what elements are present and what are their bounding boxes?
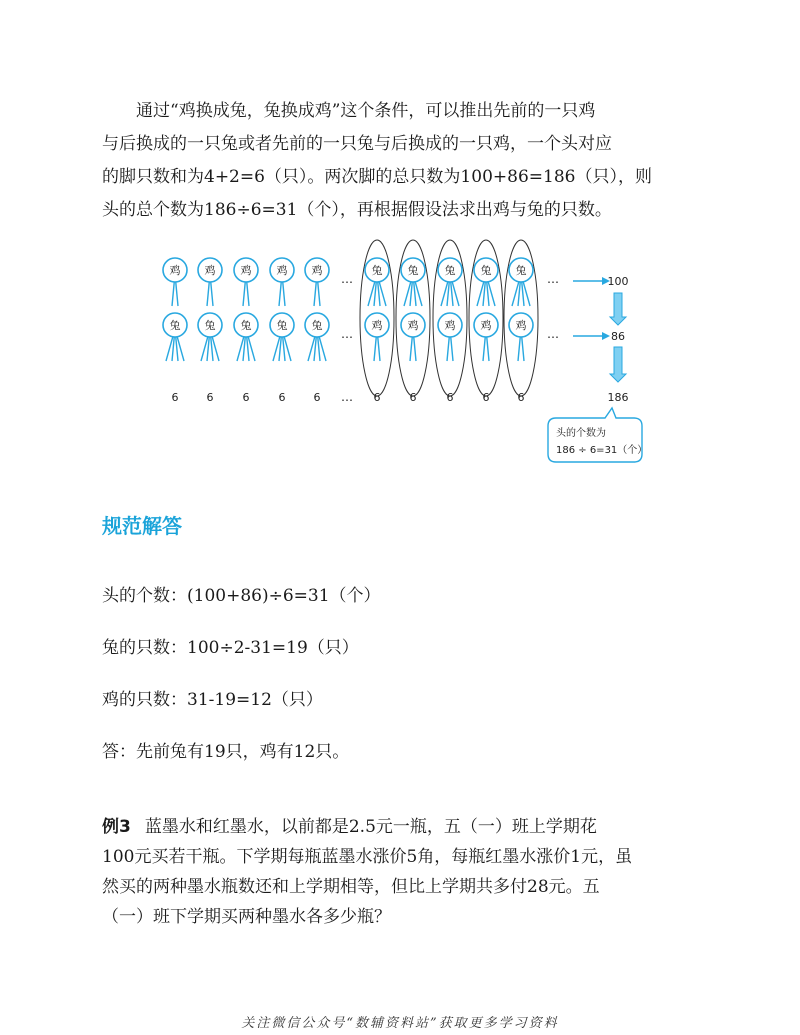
intro-line: 与后换成的一只兔或者先前的一只兔与后换成的一只鸡，一个头对应	[102, 134, 612, 154]
chicken-head-label: 鸡	[444, 319, 456, 332]
chicken-head-label: 鸡	[311, 264, 323, 277]
six-label: 6	[446, 391, 454, 404]
total-top-label: 100	[607, 275, 629, 288]
total-flow	[548, 275, 647, 462]
leg-line	[414, 337, 416, 361]
rabbit-head-label: 兔	[204, 319, 216, 332]
bubble-text: 头的个数为	[556, 428, 606, 439]
chicken-head-label: 鸡	[480, 319, 492, 332]
solution-heading: 规范解答	[102, 514, 182, 538]
chicken-head-label: 鸡	[515, 319, 527, 332]
solution-answer: 答：先前兔有19只，鸡有12只。	[102, 742, 350, 762]
leg-line	[247, 282, 249, 306]
rabbit-head-label: 兔	[276, 319, 288, 332]
leg-line	[176, 282, 178, 306]
diagram-labels	[169, 272, 560, 404]
footer-watermark: 关注微信公众号“数辅资料站”获取更多学习资料	[241, 1016, 559, 1031]
six-label: 6	[171, 391, 179, 404]
solution-step: 鸡的只数：31-19=12（只）	[102, 690, 323, 710]
leg-line	[451, 337, 453, 361]
solution-step: 兔的只数：100÷2-31=19（只）	[102, 638, 359, 658]
ellipsis: …	[547, 327, 559, 341]
example-line: 100元买若干瓶。下学期每瓶蓝墨水涨价5角，每瓶红墨水涨价1元，虽	[102, 847, 633, 867]
six-label: 6	[313, 391, 321, 404]
ellipsis: …	[341, 272, 353, 286]
leg-line	[207, 282, 209, 306]
leg-line	[518, 337, 520, 361]
example-line: （一）班下学期买两种墨水各多少瓶？	[102, 907, 391, 927]
leg-line	[318, 282, 320, 306]
leg-line	[279, 282, 281, 306]
solution-step: 头的个数：(100+86)÷6=31（个）	[102, 586, 381, 606]
six-label: 6	[242, 391, 250, 404]
down-arrow	[610, 293, 626, 325]
down-arrow	[610, 347, 626, 382]
chicken-head-label: 鸡	[169, 264, 181, 277]
leg-line	[487, 337, 489, 361]
six-label: 6	[409, 391, 417, 404]
rabbit-head-label: 兔	[311, 319, 323, 332]
leg-line	[447, 337, 449, 361]
leg-line	[243, 282, 245, 306]
rabbit-head-label: 兔	[169, 319, 181, 332]
intro-line: 头的总个数为186÷6=31（个），再根据假设法求出鸡与兔的只数。	[102, 200, 612, 220]
chicken-rabbit-diagram	[150, 230, 670, 480]
intro-line: 通过“鸡换成兔，兔换成鸡”这个条件，可以推出先前的一只鸡	[136, 101, 596, 121]
leg-line	[410, 337, 412, 361]
rabbit-head-label: 兔	[515, 264, 527, 277]
six-label: 6	[278, 391, 286, 404]
chicken-head-label: 鸡	[240, 264, 252, 277]
six-label: 6	[517, 391, 525, 404]
total-middle-label: 86	[611, 330, 625, 343]
example-problem	[102, 812, 712, 932]
example-line: 然买的两种墨水瓶数还和上学期相等，但比上学期共多付28元。五	[102, 877, 600, 897]
ellipsis: …	[341, 390, 353, 404]
rabbit-head-label: 兔	[407, 264, 419, 277]
leg-line	[374, 337, 376, 361]
ellipsis: …	[547, 272, 559, 286]
leg-line	[314, 282, 316, 306]
leg-line	[211, 282, 213, 306]
leg-line	[378, 337, 380, 361]
leg-line	[172, 282, 174, 306]
chicken-head-label: 鸡	[407, 319, 419, 332]
six-label: 6	[206, 391, 214, 404]
ellipsis: …	[341, 327, 353, 341]
example-label: 例3	[102, 817, 131, 837]
intro-line: 的脚只数和为4+2=6（只）。两次脚的总只数为100+86=186（只），则	[102, 167, 652, 187]
chicken-head-label: 鸡	[276, 264, 288, 277]
rabbit-head-label: 兔	[240, 319, 252, 332]
total-bottom-label: 186	[607, 391, 629, 404]
rabbit-head-label: 兔	[480, 264, 492, 277]
middle-arrow-head	[602, 332, 610, 340]
six-label: 6	[482, 391, 490, 404]
leg-line	[483, 337, 485, 361]
six-label: 6	[373, 391, 381, 404]
rabbit-head-label: 兔	[371, 264, 383, 277]
leg-line	[522, 337, 524, 361]
chicken-head-label: 鸡	[204, 264, 216, 277]
bubble-text: 186 ÷ 6=31（个）	[556, 445, 648, 456]
leg-line	[283, 282, 285, 306]
example-line: 蓝墨水和红墨水，以前都是2.5元一瓶，五（一）班上学期花	[144, 817, 597, 837]
chicken-head-label: 鸡	[371, 319, 383, 332]
rabbit-head-label: 兔	[444, 264, 456, 277]
intro-paragraph	[102, 95, 702, 227]
